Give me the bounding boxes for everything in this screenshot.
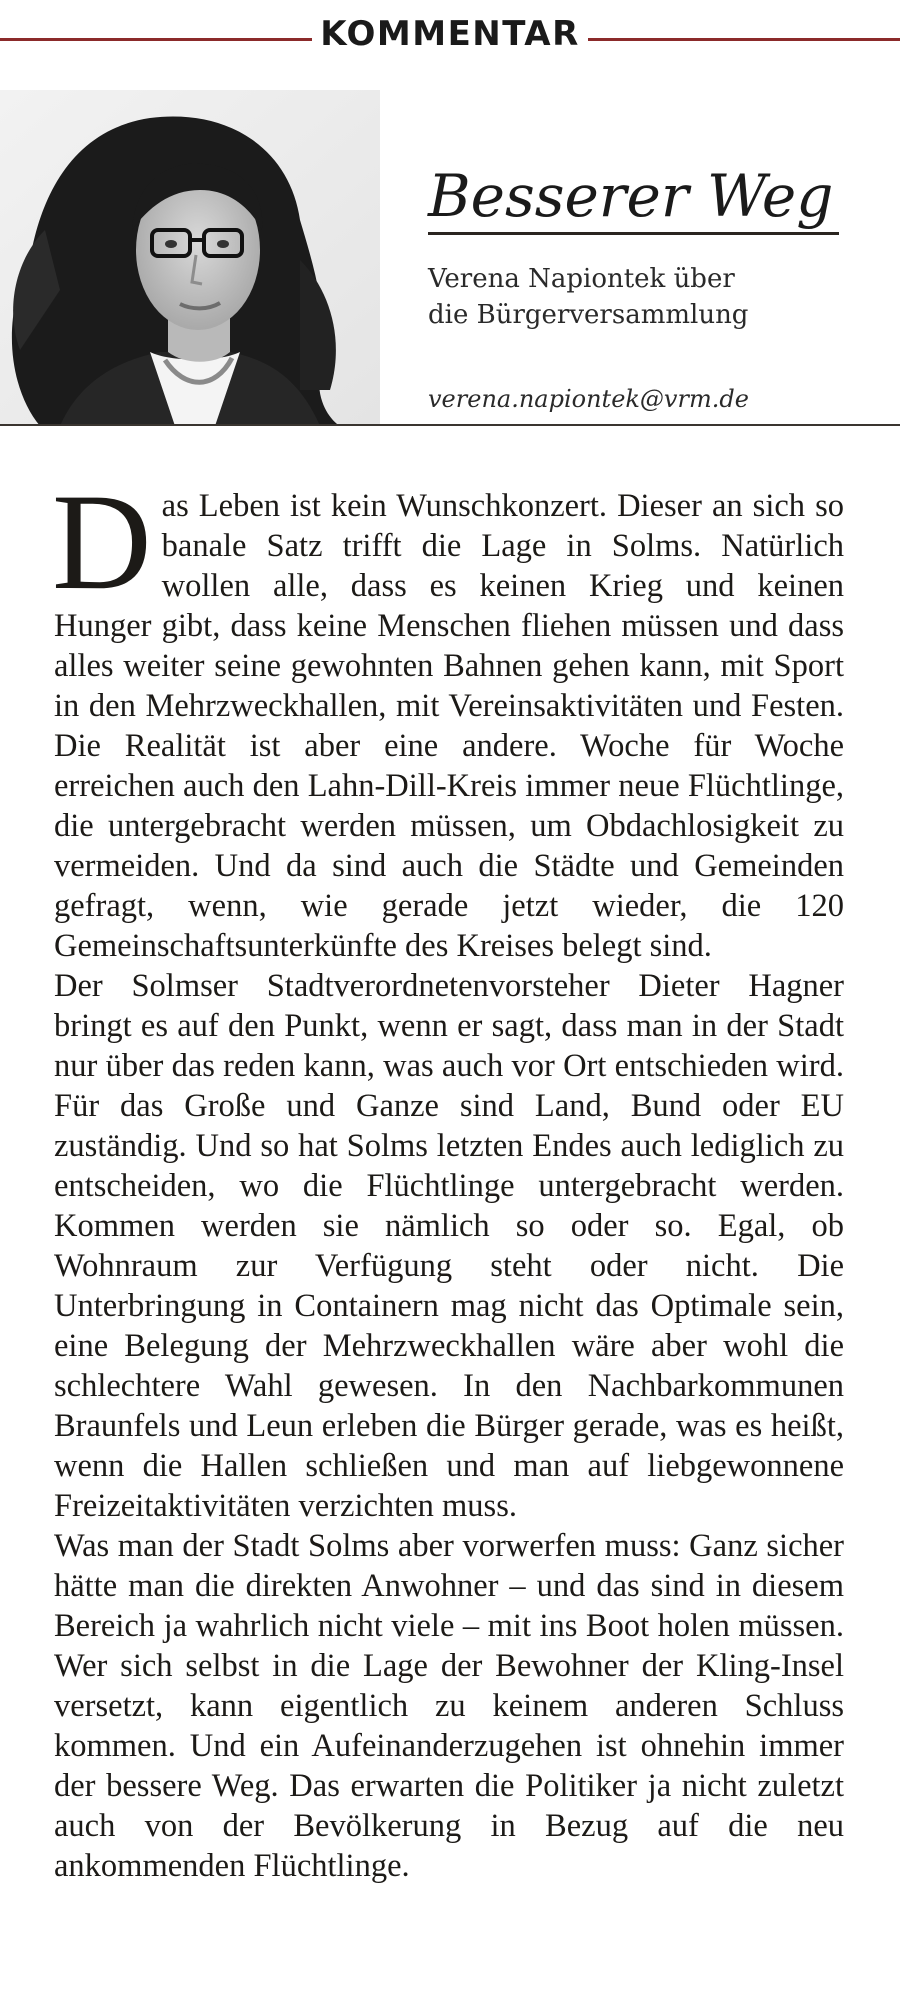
article-paragraph-3: Was man der Stadt Solms aber vorwerfen muss: Ganz sicher hätte man die direkten Anwohner – und das sind in diesem Bereich ja wahrlich nicht viele – mit ins Boot holen müssen. Wer sich selbst in die Lage der Bewohner der Kling-Insel versetzt, kann eigentlich zu keinem anderen Schluss kommen. Und ein Aufeinanderzugehen ist ohnehin immer der bessere Weg. Das erwarten die Politiker ja nicht zuletzt auch von der Bevölkerung in Bezug auf die neu ankommenden Flüchtlinge. (54, 1528, 844, 1884)
author-portrait (0, 90, 380, 426)
kicker-rule-left (0, 38, 312, 41)
kicker-rule-right (588, 38, 900, 41)
kicker-row (0, 12, 900, 64)
author-email[interactable]: verena.napiontek@vrm.de (428, 385, 749, 413)
kicker-label: KOMMENTAR (320, 14, 580, 54)
byline-line-2: die Bürgerversammlung (428, 300, 749, 330)
author-portrait-image (0, 90, 380, 426)
article-paragraph-2: Der Solmser Stadtverordnetenvorsteher Dieter Hagner bringt es auf den Punkt, wenn er sagt, dass man in der Stadt nur über das reden kann, was auch vor Ort entschieden wird. Für das Große und Ganze sind Land, Bund oder EU zuständig. Und so hat Solms letzten Endes auch lediglich zu entscheiden, wo die Flüchtlinge untergebracht werden. Kommen werden sie nämlich so oder so. Egal, ob Wohnraum zur Verfügung steht oder nicht. Die Unterbringung in Containern mag nicht das Optimale sein, eine Belegung der Mehrzweckhallen wäre aber wohl die schlechtere Wahl gewesen. In den Nachbarkommunen Braunfels und Leun erleben die Bürger gerade, was es heißt, wenn die Hallen schließen und man auf liebgewonnene Freizeitaktivitäten verzichten muss. (54, 968, 844, 1524)
article-paragraph-1-text: as Leben ist kein Wunschkonzert. Dieser an sich so banale Satz trifft die Lage in Solms. Natürlich wollen alle, dass es keinen Krieg und keinen Hunger gibt, dass keine Menschen fliehen müssen und dass alles weiter seine gewohnten Bahnen gehen kann, mit Sport in den Mehrzweckhallen, mit Vereinsaktivitäten und Festen. Die Realität ist aber eine andere. Woche für Woche erreichen auch den Lahn-Dill-Kreis immer neue Flüchtlinge, die untergebracht werden müssen, um Obdachlosigkeit zu vermeiden. Und da sind auch die Städte und Gemeinden gefragt, wenn, wie gerade jetzt wieder, die 120 Gemeinschaftsunterkünfte des Kreises belegt sind. (54, 488, 844, 964)
article-paragraph-1 (52, 465, 844, 966)
headline-block (428, 160, 888, 333)
article-body (52, 465, 844, 1886)
byline-line-1: Verena Napiontek über (428, 264, 735, 294)
byline (428, 261, 888, 333)
headline: Besserer Weg (428, 160, 839, 235)
drop-cap: D (52, 465, 152, 618)
header-divider (0, 424, 900, 426)
